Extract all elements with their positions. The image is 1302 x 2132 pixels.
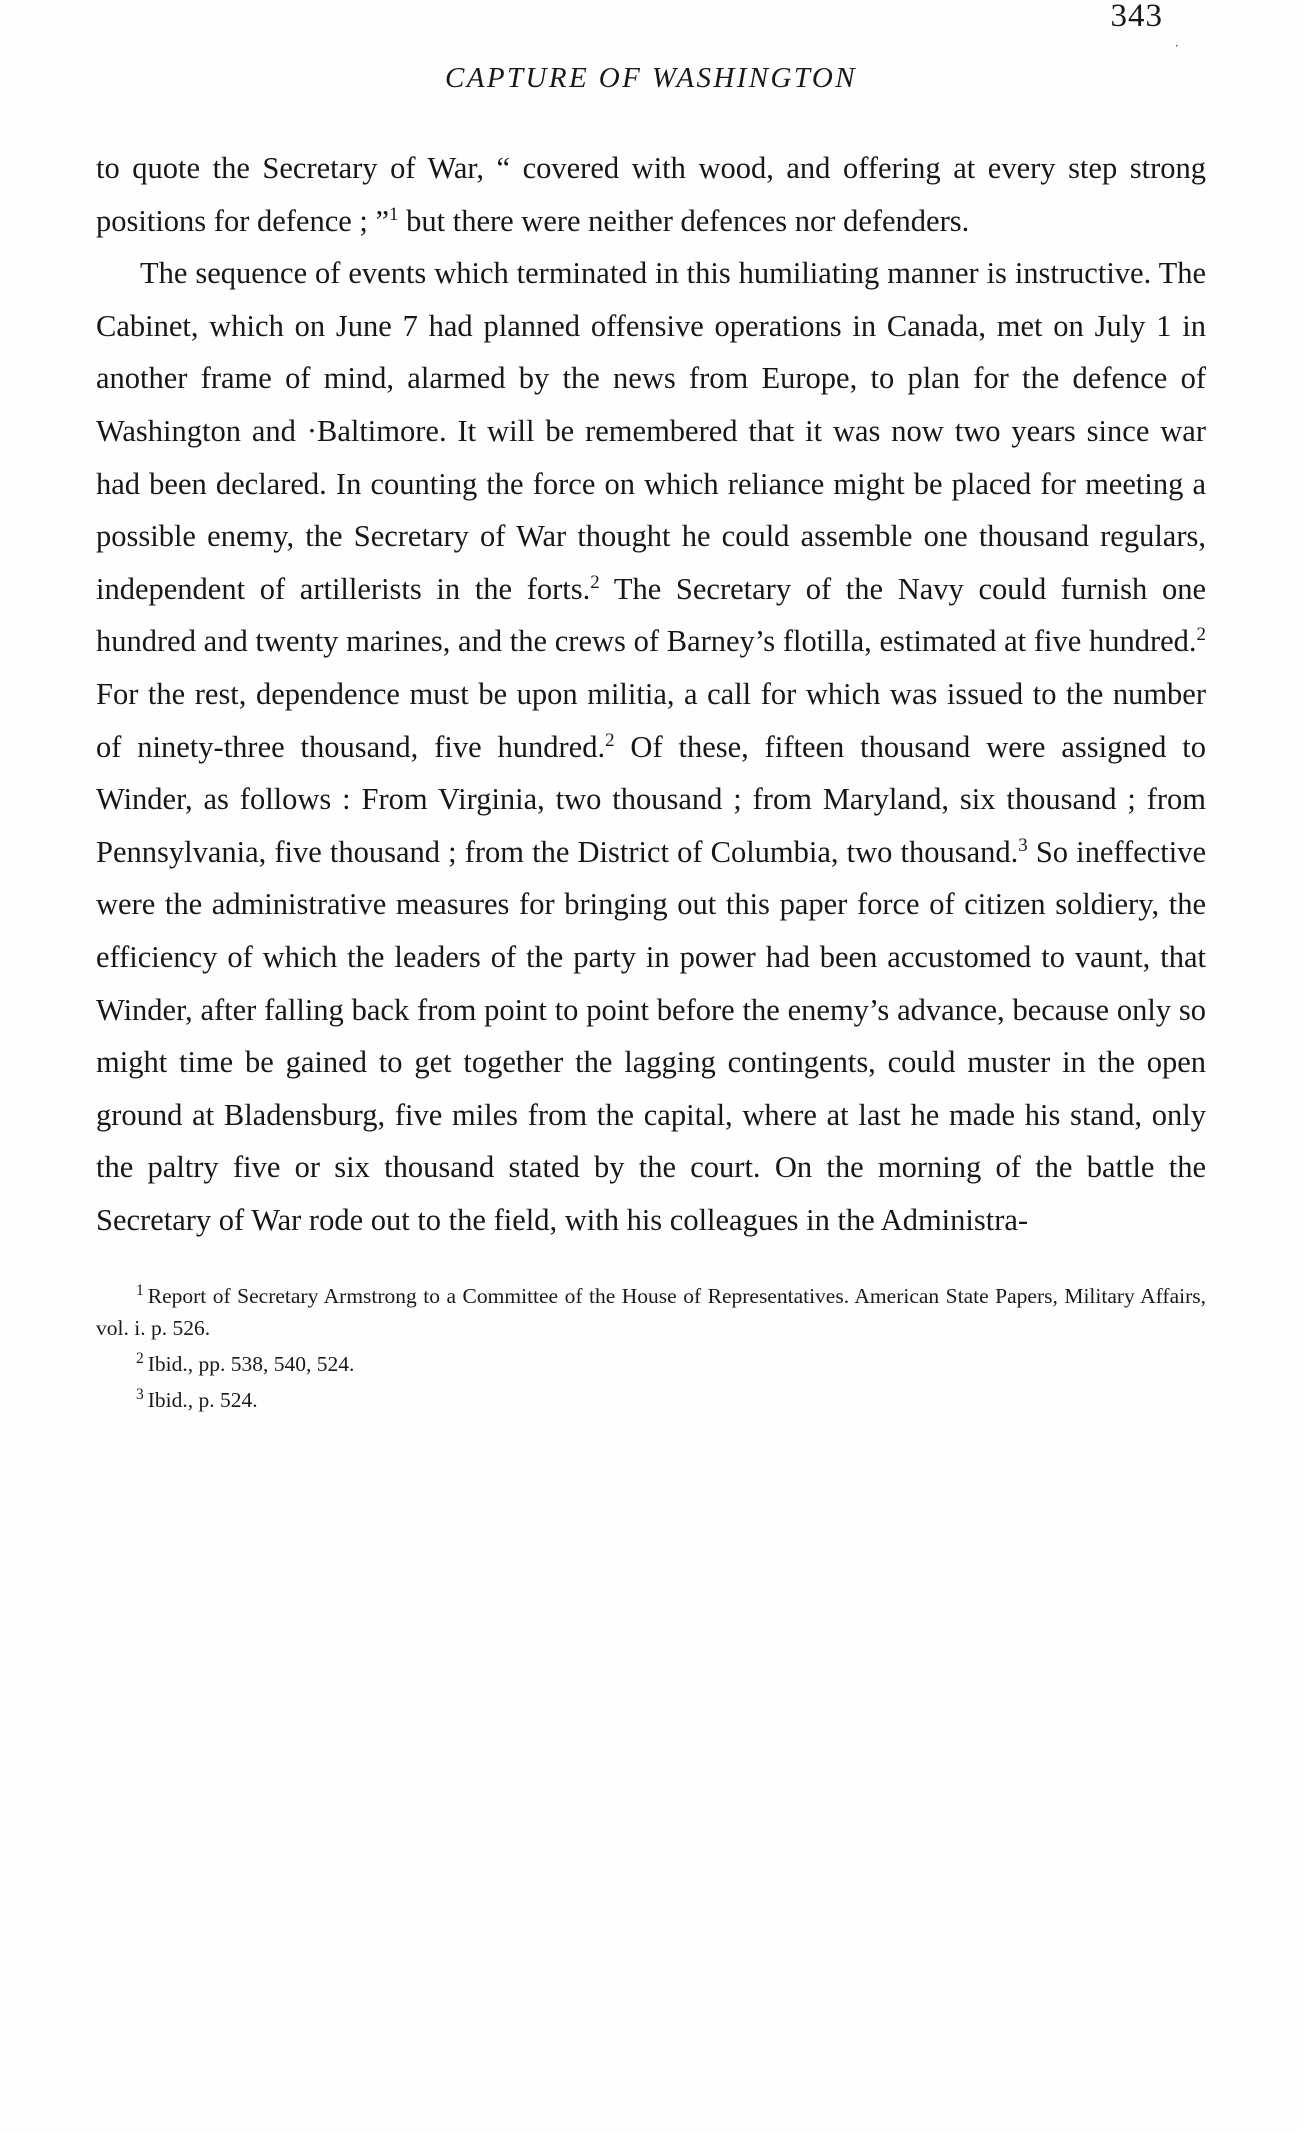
footnote-2-marker: 2 [136, 1350, 144, 1368]
footnote-3-marker: 3 [136, 1386, 144, 1404]
body-text [96, 116, 1206, 1246]
paragraph-2 [96, 247, 1206, 1246]
bottom-margin [0, 1420, 1302, 1540]
paragraph-2-seg-6: Of these, fifteen thousand were assigned to Winder, as follows : From Virginia, two thousand ; from Maryland, six thousand ; from Pennsylvania, five thousand ; from the District of Columbia, two thousand. [96, 729, 1206, 869]
footnote-1 [96, 1280, 1206, 1344]
footnote-ref-3[interactable]: 3 [1018, 834, 1028, 856]
footnote-1-marker: 1 [136, 1282, 144, 1300]
footnote-ref-2c[interactable]: 2 [605, 729, 615, 751]
paragraph-2-seg-8: So ineffective were the administrative measures for bringing out this paper force of citizen soldiery, the efficiency of which the leaders of the party in power had been accustomed to vaunt, that Winder, after falling back from point to point before the enemy’s advance, because only so might time be gained to get together the lagging contingents, could muster in the open ground at Bladensburg, five miles from the capital, where at last he made his stand, only the paltry five or six thousand stated by the court. On the morning of the battle the Secretary of War rode out to the field, with his colleagues in the Administra- [96, 834, 1207, 1237]
paragraph-1-text-after: but there were neither defences nor defenders. [398, 203, 970, 238]
footnote-1-text: Report of Secretary Armstrong to a Committee of the House of Representatives. American State Papers, Military Affairs, vol. i. p. 526. [96, 1284, 1206, 1341]
paragraph-2-seg-2: The Secretary of the Navy could furnish one hundred and twenty marines, and the crews of Barney’s flotilla, estimated at five hundred. [96, 571, 1206, 659]
footnote-2 [96, 1348, 1206, 1380]
margin-mark-icon: · [1174, 38, 1179, 53]
paragraph-2-seg-4: For the rest, dependence must be upon militia, a call for which was issued to the number of ninety-three thousand, five hundred. [96, 676, 1206, 764]
footnote-ref-2b[interactable]: 2 [1196, 624, 1206, 646]
footnote-block [96, 1246, 1206, 1416]
running-head [101, 0, 1201, 116]
footnote-ref-1[interactable]: 1 [389, 203, 399, 225]
paragraph-1-text: to quote the Secretary of War, “ covered with wood, and offering at every step strong positions for defence ; ” [96, 151, 1206, 238]
paragraph-2-seg-0: The sequence of events which terminated in this humiliating manner is instructive. The Cabinet, which on June 7 had planned offensive operations in Canada, met on July 1 in another frame of mind, alarmed by the news from Europe, to plan for the defence of Washington and ·Baltimore. It will be remembered that it was now two years since war had been declared. In counting the force on which reliance might be placed for meeting a possible enemy, the Secretary of War thought he could assemble one thousand regulars, independent of artillerists in the forts. [96, 256, 1206, 606]
footnote-3 [96, 1384, 1206, 1416]
paragraph-1 [96, 142, 1206, 247]
footnote-3-text: Ibid., p. 524. [147, 1388, 258, 1413]
page-title: CAPTURE OF WASHINGTON [445, 62, 857, 94]
page-number: 343 [1110, 0, 1163, 34]
footnote-ref-2a[interactable]: 2 [590, 571, 600, 593]
footnote-2-text: Ibid., pp. 538, 540, 524. [147, 1352, 355, 1377]
